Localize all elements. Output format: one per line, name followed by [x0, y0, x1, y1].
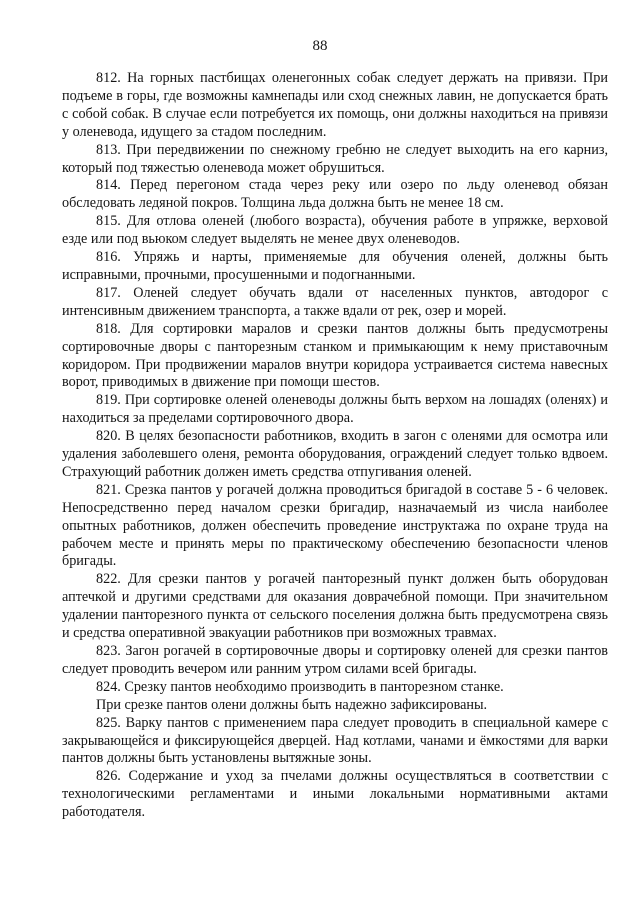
paragraph-818: 818. Для сортировки маралов и срезки пантов должны быть предусмотрены сортировочные дворы с панторезным станком и примыкающим к нему приставочным коридором. При продвижении маралов внутри коридора устраивается система навесных ворот, приводимых в движение при помощи шестов. — [62, 320, 608, 391]
paragraph-824-continued: При срезке пантов олени должны быть надежно зафиксированы. — [96, 696, 488, 713]
paragraph-825: 825. Варку пантов с применением пара следует проводить в специальной камере с закрывающейся и фиксирующейся дверцей. Над котлами, чанами и ёмкостями для варки пантов должны быть установлены вытяжные зоны. — [62, 714, 608, 767]
body-text — [62, 70, 608, 822]
paragraph-823: 823. Загон рогачей в сортировочные дворы и сортировку оленей для срезки пантов следует проводить вечером или ранним утром силами всей бригады. — [62, 643, 608, 677]
paragraph-816: 816. Упряжь и нарты, применяемые для обучения оленей, должны быть исправными, прочными, просушенными и подогнанными. — [62, 249, 608, 283]
paragraph-821: 821. Срезка пантов у рогачей должна проводиться бригадой в составе 5 - 6 человек. Непосредственно перед началом срезки бригадир, назначаемый из числа наиболее опытных работников, должен обеспечить проведение инструктажа по охране труда на рабочем месте и принять меры по практическому обеспечению безопасности членов бригады. — [62, 481, 608, 570]
paragraph-813: 813. При передвижении по снежному гребню не следует выходить на его карниз, который под тяжестью оленевода может обрушиться. — [62, 141, 608, 176]
paragraph-819: 819. При сортировке оленей оленеводы должны быть верхом на лошадях (оленях) и находиться за пределами сортировочного двора. — [62, 392, 608, 427]
paragraph-815: 815. Для отлова оленей (любого возраста), обучения работе в упряжке, верховой езде или под вьюком следует выделять не менее двух оленеводов. — [62, 213, 608, 248]
paragraph-820: 820. В целях безопасности работников, входить в загон с оленями для осмотра или удаления заболевшего оленя, ремонта оборудования, ограждений следует только вдвоем. Страхующий работник должен иметь средства отпугивания оленей. — [62, 428, 608, 480]
paragraph-826: 826. Содержание и уход за пчелами должны осуществляться в соответствии с технологическими регламентами и иными локальными нормативными актами работодателя. — [62, 768, 608, 821]
paragraph-817: 817. Оленей следует обучать вдали от населенных пунктов, автодорог с интенсивным движением транспорта, а также вдали от рек, озер и морей. — [62, 284, 608, 319]
paragraph-812: 812. На горных пастбищах оленегонных собак следует держать на привязи. При подъеме в горы, где возможны камнепады или сход снежных лавин, не допускается брать с собой собак. В случае если потребуется их помощь, они должны находиться на привязи у оленевода, идущего за стадом последним. — [62, 70, 608, 140]
paragraph-814: 814. Перед перегоном стада через реку или озеро по льду оленевод обязан обследовать ледяной покров. Толщина льда должна быть не менее 18 см. — [62, 177, 608, 212]
paragraph-824: 824. Срезку пантов необходимо производить в панторезном станке. — [96, 678, 504, 695]
paragraph-822: 822. Для срезки пантов у рогачей панторезный пункт должен быть оборудован аптечкой и другими средствами для оказания доврачебной помощи. При значительном удалении панторезного пункта от сельского поселения должна быть предусмотрена связь и средства оперативной эвакуации работников при возможных травмах. — [62, 571, 608, 642]
page-number: 88 — [312, 38, 328, 54]
